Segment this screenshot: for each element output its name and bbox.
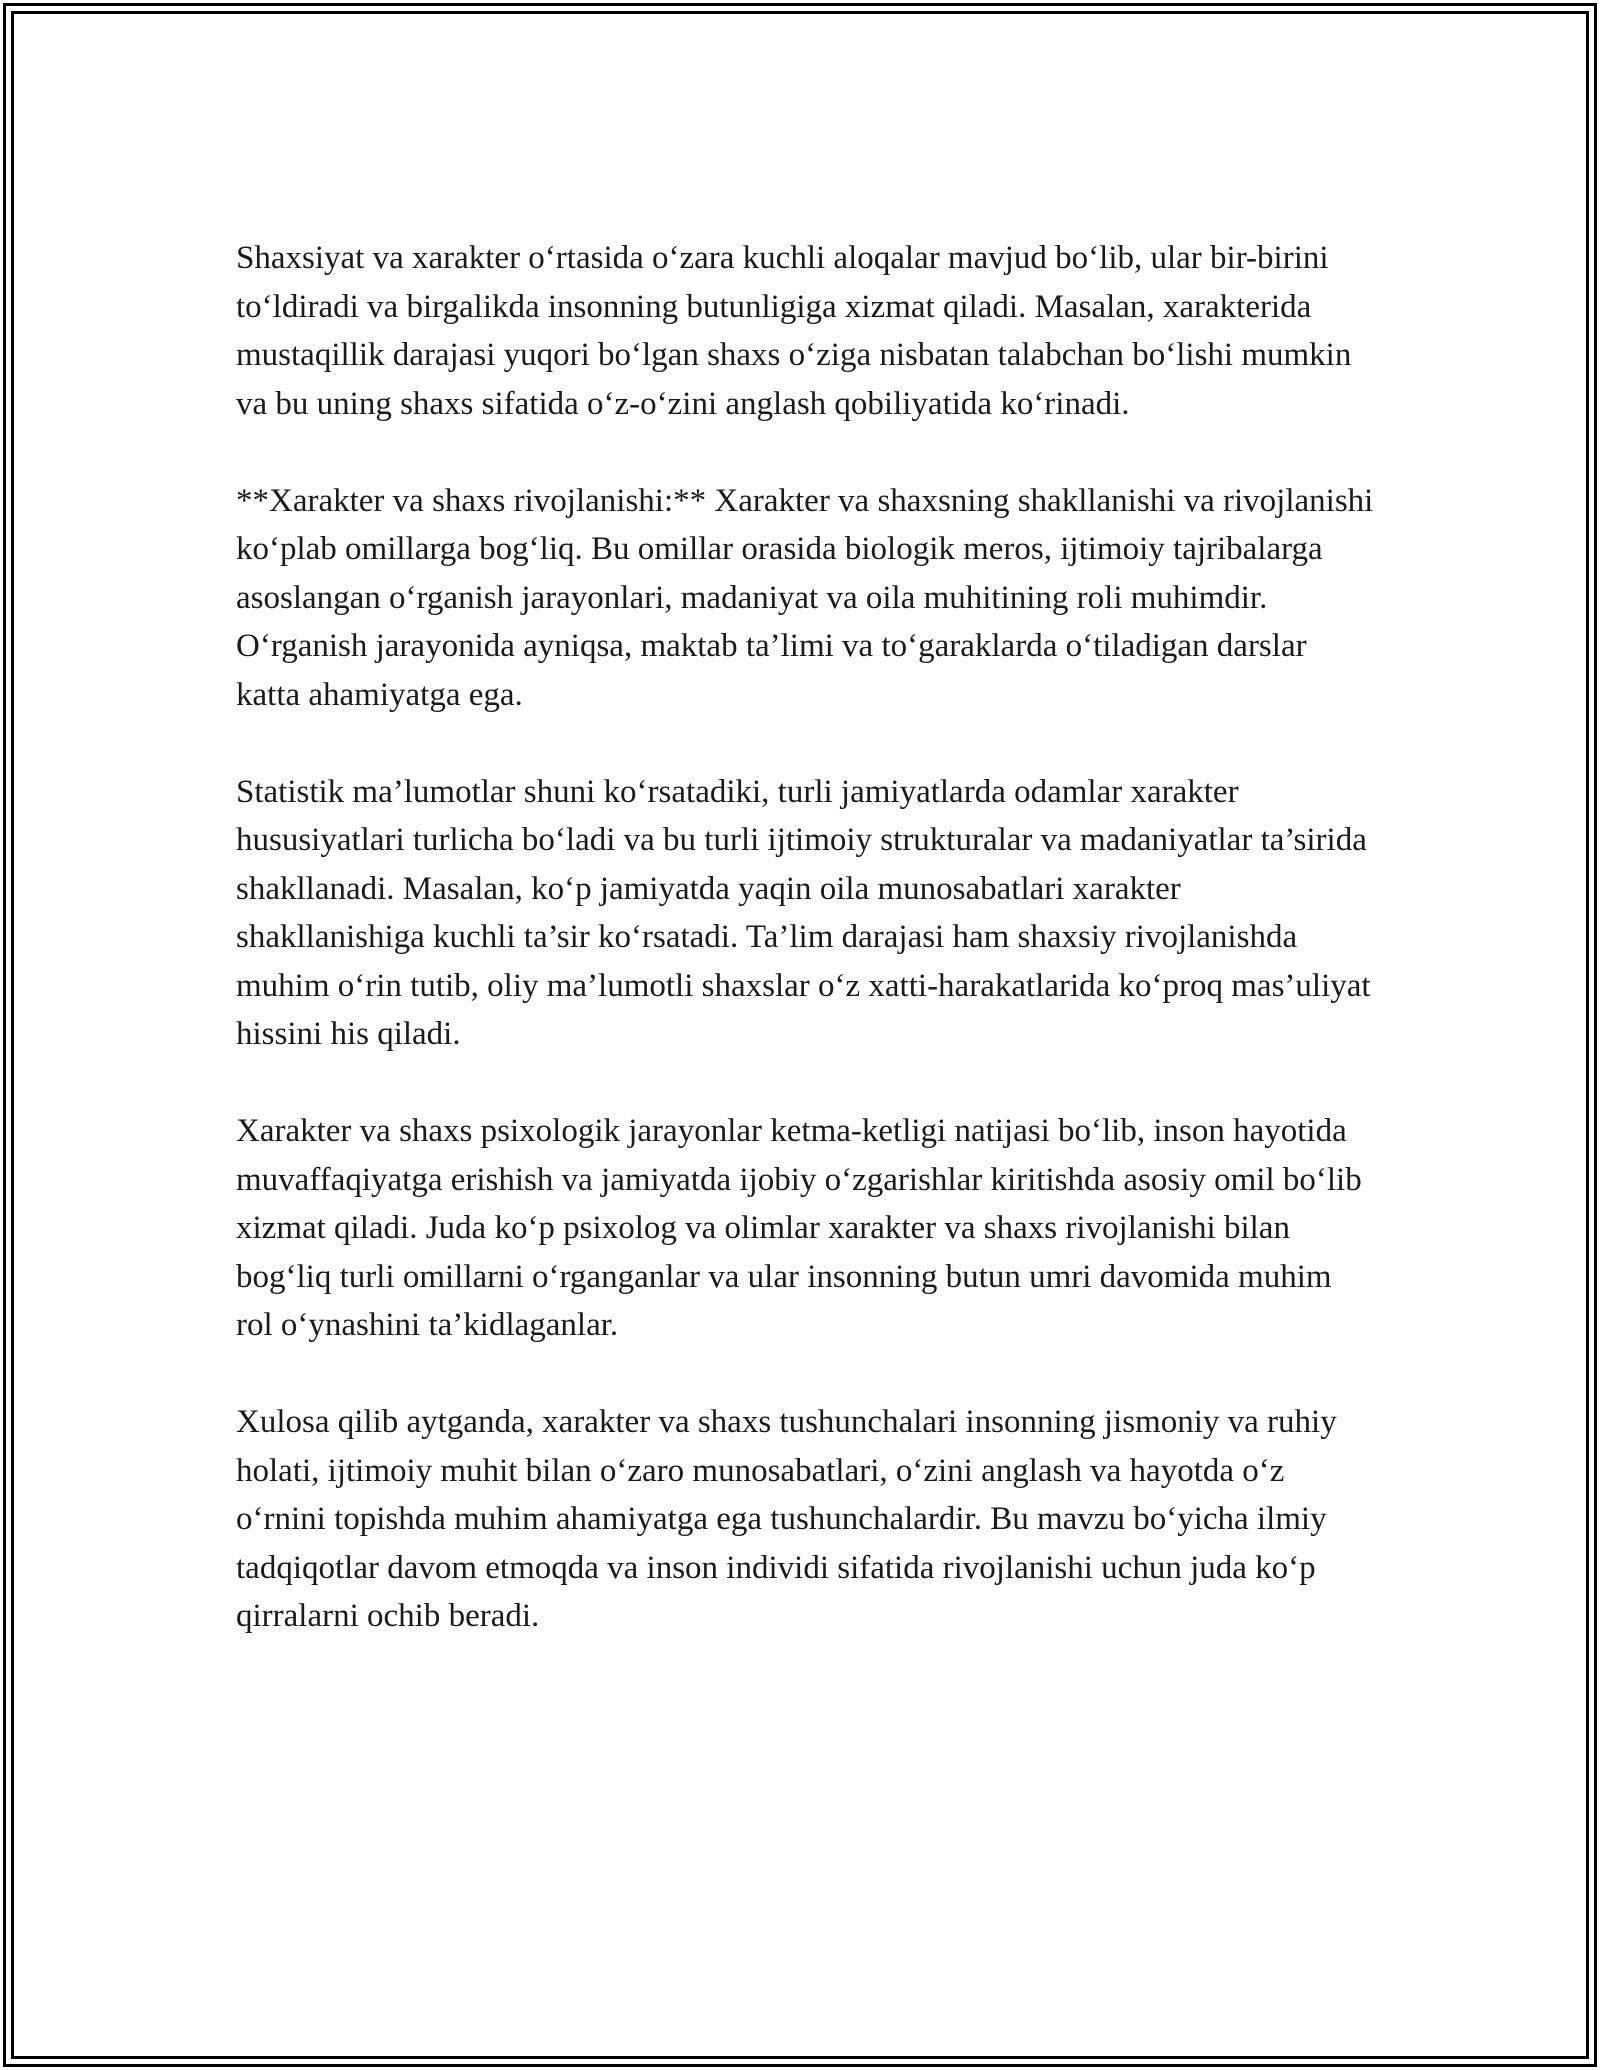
paragraph-4: Xarakter va shaxs psixologik jarayonlar ketma-ketligi natijasi bo‘lib, inson hayotida muvaffaqiyatga erishish va jamiyatda ijobiy o‘zgarishlar kiritishda asosiy omil bo‘lib xizmat qiladi. Juda ko‘p psixolog va olimlar xarakter va shaxs rivojlanishi bilan bog‘liq turli omillarni o‘rganganlar va ular insonning butun umri davomida muhim rol o‘ynashini ta’kidlaganlar. xyxy=(236,1113,1362,1343)
paragraph-3: Statistik ma’lumotlar shuni ko‘rsatadiki, turli jamiyatlarda odamlar xarakter hususiyatlari turlicha bo‘ladi va bu turli ijtimoiy strukturalar va madaniyatlar ta’sirida shakllanadi. Masalan, ko‘p jamiyatda yaqin oila munosabatlari xarakter shakllanishiga kuchli ta’sir ko‘rsatadi. Ta’lim darajasi ham shaxsiy rivojlanishda muhim o‘rin tutib, oliy ma’lumotli shaxslar o‘z xatti-harakatlarida ko‘proq mas’uliyat hissini his qiladi. xyxy=(236,773,1371,1052)
paragraph-5: Xulosa qilib aytganda, xarakter va shaxs tushunchalari insonning jismoniy va ruhiy holati, ijtimoiy muhit bilan o‘zaro munosabatlari, o‘zini anglash va hayotda o‘z o‘rnini topishda muhim ahamiyatga ega tushunchalardir. Bu mavzu bo‘yicha ilmiy tadqiqotlar davom etmoqda va inson individi sifatida rivojlanishi uchun juda ko‘p qirralarni ochib beradi. xyxy=(236,1404,1337,1634)
paragraph-1: Shaxsiyat va xarakter o‘rtasida o‘zara kuchli aloqalar mavjud bo‘lib, ular bir-birini to‘ldiradi va birgalikda insonning butunligiga xizmat qiladi. Masalan, xarakterida mustaqillik darajasi yuqori bo‘lgan shaxs o‘ziga nisbatan talabchan bo‘lishi mumkin va bu uning shaxs sifatida o‘z-o‘zini anglash qobiliyatida ko‘rinadi. xyxy=(236,240,1352,422)
paragraph-2: **Xarakter va shaxs rivojlanishi:** Xarakter va shaxsning shakllanishi va rivojlanishi ko‘plab omillarga bog‘liq. Bu omillar orasida biologik meros, ijtimoiy tajribalarga asoslangan o‘rganish jarayonlari, madaniyat va oila muhitining roli muhimdir. O‘rganish jarayonida ayniqsa, maktab ta’limi va to‘garaklarda o‘tiladigan darslar katta ahamiyatga ega. xyxy=(236,482,1374,713)
document-body xyxy=(236,234,1376,1689)
